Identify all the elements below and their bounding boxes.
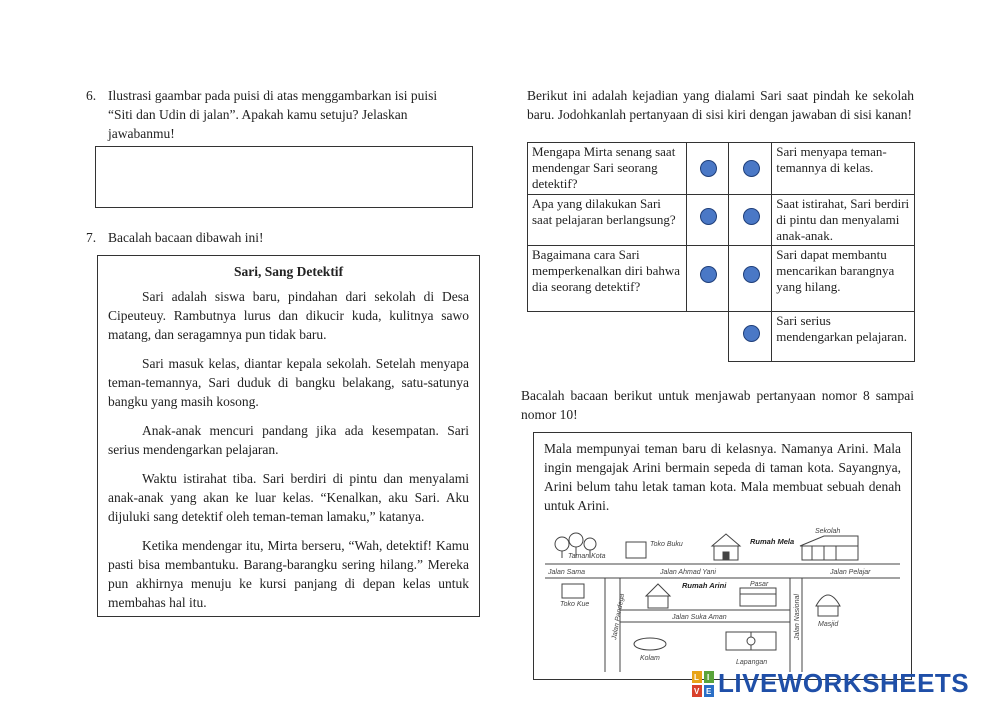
label-taman-kota: Taman Kota: [568, 553, 606, 560]
question-6: [86, 86, 476, 146]
map-story-text: Mala mempunyai teman baru di kelasnya. Namanya Arini. Mala ingin mengajak Arini bermain sepeda di taman kota. Sayangnya, Arini belum tahu letak taman kota. Mala membuat sebuah denah untuk Arini.: [544, 441, 901, 513]
matching-question: Mengapa Mirta senang saat mendengar Sari seorang detektif?: [528, 143, 687, 195]
matching-table: [527, 142, 915, 362]
match-dot-answer-2[interactable]: [743, 208, 760, 225]
match-dot-answer-3[interactable]: [743, 266, 760, 283]
svg-text:L: L: [694, 673, 699, 682]
svg-text:V: V: [694, 687, 700, 696]
rumah-arini-icon: [646, 584, 670, 608]
question-text-line: “Siti dan Udin di jalan”. Apakah kamu setuju? Jelaskan: [108, 107, 408, 122]
masjid-icon: [816, 595, 840, 616]
matching-question: Bagaimana cara Sari memperkenalkan diri bahwa dia seorang detektif?: [528, 246, 687, 312]
matching-answer: Sari dapat membantu mencarikan barangnya yang hilang.: [772, 246, 915, 312]
label-jalan-suka-aman: Jalan Suka Aman: [672, 614, 727, 621]
pasar-icon: [740, 588, 776, 606]
svg-text:E: E: [706, 687, 712, 696]
question-7: [86, 228, 476, 248]
rumah-mela-icon: [712, 534, 740, 560]
lapangan-icon: [726, 632, 776, 650]
svg-text:I: I: [707, 673, 710, 682]
question-instruction: Bacalah bacaan dibawah ini!: [108, 230, 264, 245]
matching-question: Apa yang dilakukan Sari saat pelajaran berlangsung?: [528, 195, 687, 246]
label-toko-kue: Toko Kue: [560, 601, 590, 608]
question-number: 6.: [86, 88, 97, 103]
toko-kue-icon: [562, 584, 584, 598]
kolam-icon: [634, 638, 666, 650]
liveworksheets-brand: LIVEWORKSHEETS: [718, 668, 970, 698]
story-paragraph: Waktu istirahat tiba. Sari berdiri di pintu dan menyalami anak-anak yang akan ke luar kelas. “Kenalkan, aku Sari. Aku dijuluki sang detektif oleh teman-teman lamaku,” katanya.: [108, 471, 469, 524]
question-text-line: jawabanmu!: [108, 126, 175, 141]
matching-answer: Saat istirahat, Sari berdiri di pintu dan menyalami anak-anak.: [772, 195, 915, 246]
label-jalan-nasional: Jalan Nasional: [794, 594, 801, 640]
match-dot-answer-4[interactable]: [743, 325, 760, 342]
reading-instruction: Bacalah bacaan berikut untuk menjawab pertanyaan nomor 8 sampai nomor 10!: [521, 388, 914, 422]
label-masjid: Masjid: [818, 621, 839, 628]
liveworksheets-watermark: [692, 667, 990, 703]
question-number: 7.: [86, 230, 97, 245]
matching-answer: Sari menyapa teman-temannya di kelas.: [772, 143, 915, 195]
story-paragraph: Ketika mendengar itu, Mirta berseru, “Wah, detektif! Kamu pasti bisa membantuku. Barang-barangku sering hilang.” Mereka pun akhirnya menuju ke kursi panjang di depan kelas untuk membahas hal itu.: [108, 538, 469, 610]
sekolah-icon: [800, 536, 858, 560]
label-rumah-arini: Rumah Arini: [682, 581, 727, 590]
story-box: [97, 255, 480, 617]
liveworksheets-logo-icon: [692, 671, 714, 697]
match-dot-question-2[interactable]: [700, 208, 717, 225]
story-paragraph: Sari adalah siswa baru, pindahan dari sekolah di Desa Cipeuteuy. Rambutnya lurus dan dikucir kuda, kulitnya sawo matang, dan seragamnya pun tidak baru.: [108, 289, 469, 342]
town-map: [540, 522, 908, 674]
label-jalan-pelajar: Jalan Pelajar: [830, 569, 871, 576]
label-toko-buku: Toko Buku: [650, 541, 683, 548]
label-pasar: Pasar: [750, 581, 769, 588]
label-sekolah: Sekolah: [815, 528, 841, 535]
empty-cell: [686, 312, 729, 362]
empty-cell: [528, 312, 687, 362]
toko-buku-icon: [626, 542, 646, 558]
match-dot-question-1[interactable]: [700, 160, 717, 177]
label-jalan-ahmad-yani: Jalan Ahmad Yani: [660, 569, 716, 576]
label-lapangan: Lapangan: [736, 659, 768, 666]
label-jalan-pandega: Jalan Pandega: [611, 593, 627, 641]
label-jalan-sama: Jalan Sama: [548, 569, 585, 576]
match-dot-answer-1[interactable]: [743, 160, 760, 177]
match-dot-question-3[interactable]: [700, 266, 717, 283]
matching-instruction: Berikut ini adalah kejadian yang dialami Sari saat pindah ke sekolah baru. Jodohkanlah pertanyaan di sisi kiri dengan jawaban di sisi kanan!: [527, 88, 914, 122]
story-title: Sari, Sang Detektif: [233, 264, 344, 279]
label-rumah-mela: Rumah Mela: [750, 537, 795, 546]
story-paragraph: Anak-anak mencuri pandang jika ada kesempatan. Sari serius mendengarkan pelajaran.: [108, 423, 469, 457]
question-text-line: Ilustrasi gaambar pada puisi di atas menggambarkan isi puisi: [108, 88, 438, 103]
story-paragraph: Sari masuk kelas, diantar kepala sekolah. Setelah menyapa teman-temannya, Sari duduk di bangku belakang, satu-satunya bangku yang masih kosong.: [108, 356, 469, 409]
matching-answer: Sari serius mendengarkan pelajaran.: [772, 312, 915, 362]
label-kolam: Kolam: [640, 655, 660, 662]
answer-6-textarea[interactable]: [95, 146, 473, 208]
